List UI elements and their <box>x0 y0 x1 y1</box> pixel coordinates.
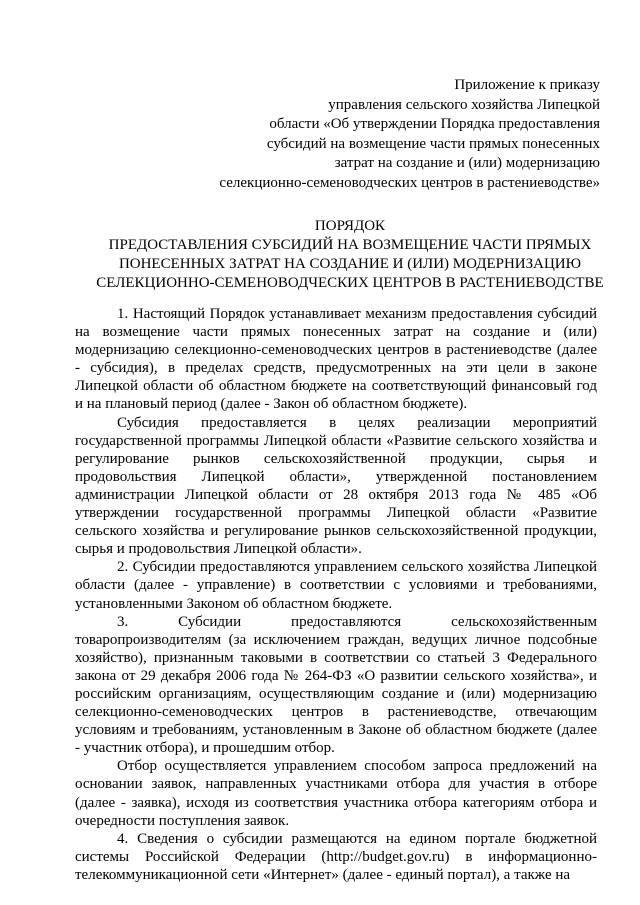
appendix-header-line: селекционно-семеноводческих центров в растениеводстве» <box>219 174 600 191</box>
body-paragraph: Субсидия предоставляется в целях реализации мероприятий государственной программы Липецкой области «Развитие сельского хозяйства и регулирование рынков сельскохозяйственной продукции, сырья и продовольствия Липецкой области», утвержденной постановлением администрации Липецкой области от 28 октября 2013 года № 485 «Об утверждении государственной программы Липецкой области «Развитие сельского хозяйства и регулирование рынков сельскохозяйственной продукции, сырья и продовольствия Липецкой области». <box>75 414 597 558</box>
appendix-header-line: Приложение к приказу <box>454 77 600 93</box>
body-paragraph: 4. Сведения о субсидии размещаются на едином портале бюджетной системы Российской Федерации (http://budget.gov.ru) в информационно-телекоммуникационной сети «Интернет» (далее - единый портал), а также на <box>75 830 597 883</box>
body-paragraph: 1. Настоящий Порядок устанавливает механизм предоставления субсидий на возмещение части прямых понесенных затрат на создание и (или) модернизацию селекционно-семеноводческих центров в растениеводстве (далее - субсидия), в пределах средств, предусмотренных на эти цели в законе Липецкой области об областном бюджете на соответствующий финансовый год и на плановый период (далее - Закон об областном бюджете). <box>75 306 597 413</box>
document-title <box>60 217 640 293</box>
appendix-header-line: затрат на создание и (или) модернизацию <box>334 155 600 172</box>
body-paragraph: 2. Субсидии предоставляются управлением сельского хозяйства Липецкой области (далее - управление) в соответствии с условиями и требованиями, установленными Законом об областном бюджете. <box>75 559 597 612</box>
body-paragraph: Отбор осуществляется управлением способом запроса предложений на основании заявок, направленных участниками отбора для участия в отборе (далее - заявка), исходя из соответствия участника отбора категориям отбора и очередности поступления заявок. <box>75 758 597 829</box>
appendix-header-line: управления сельского хозяйства Липецкой <box>328 96 600 113</box>
body-paragraph: 3. Субсидии предоставляются сельскохозяйственным товаропроизводителям (за исключением граждан, ведущих личное подсобные хозяйство), признанным таковыми в соответствии со статьей 3 Федерального закона от 29 декабря 2006 года № 264-ФЗ «О развитии сельского хозяйства», и российским организациям, осуществляющим создание и (или) модернизацию селекционно-семеноводческих центров в растениеводстве, отвечающим условиям и требованиям, установленным в Законе об областном бюджете (далее - участник отбора), и прошедшим отбор. <box>75 613 597 757</box>
document-body <box>75 305 597 884</box>
document-title-line: ПОНЕСЕННЫХ ЗАТРАТ НА СОЗДАНИЕ И (ИЛИ) МОДЕРНИЗАЦИЮ <box>118 256 582 272</box>
appendix-header-line: субсидий на возмещение части прямых понесенных <box>266 135 600 152</box>
document-title-line: ПОРЯДОК <box>314 218 386 234</box>
document-title-line: СЕЛЕКЦИОННО-СЕМЕНОВОДЧЕСКИХ ЦЕНТРОВ В РАСТЕНИЕВОДСТВЕ <box>96 275 604 291</box>
document-title-line: ПРЕДОСТАВЛЕНИЯ СУБСИДИЙ НА ВОЗМЕЩЕНИЕ ЧАСТИ ПРЯМЫХ <box>108 237 592 253</box>
appendix-header <box>180 76 600 194</box>
appendix-header-line: области «Об утверждении Порядка предоставления <box>269 116 600 133</box>
